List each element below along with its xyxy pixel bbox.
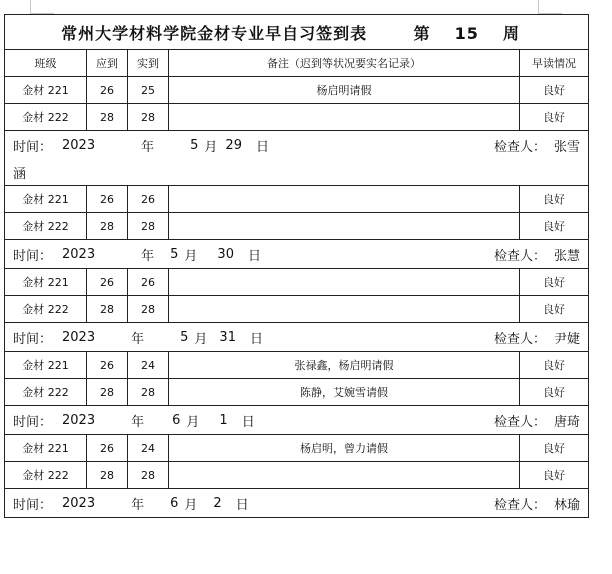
- month-unit: 月: [186, 414, 200, 430]
- header-class: 班级: [5, 50, 87, 77]
- cell-reading: 良好: [520, 104, 589, 131]
- table-row: [5, 186, 589, 213]
- cell-note: [169, 104, 520, 131]
- table-row: [5, 296, 589, 323]
- title-text: 常州大学材料学院金材专业早自习签到表: [61, 23, 368, 43]
- cell-expected: 26: [87, 352, 128, 379]
- inspector-label: 检查人：: [493, 497, 546, 513]
- table-row: [5, 352, 589, 379]
- date-month: 6: [170, 495, 179, 511]
- date-inspector-cell: [5, 489, 589, 518]
- date-day: 29: [225, 137, 242, 153]
- date-inspector-row: [5, 489, 589, 518]
- cell-class: 金材 221: [5, 77, 87, 104]
- cell-class: 金材 222: [5, 104, 87, 131]
- cell-class: 金材 222: [5, 296, 87, 323]
- cell-expected: 28: [87, 462, 128, 489]
- month-unit: 月: [194, 331, 208, 347]
- year-unit: 年: [131, 497, 145, 513]
- table-row: [5, 379, 589, 406]
- inspector-label: 检查人：: [493, 331, 546, 347]
- cell-expected: 26: [87, 269, 128, 296]
- page-corner-mark-right: [538, 0, 539, 14]
- cell-expected: 28: [87, 379, 128, 406]
- table-row: [5, 213, 589, 240]
- cell-actual: 24: [128, 435, 169, 462]
- header-note: 备注（迟到等状况要实名记录）: [169, 50, 520, 77]
- cell-reading: 良好: [520, 296, 589, 323]
- cell-actual: 28: [128, 379, 169, 406]
- inspector-name: 张慧: [554, 248, 581, 264]
- date-line: [13, 489, 580, 517]
- date-inspector-cell: [5, 131, 589, 186]
- date-line: [13, 131, 580, 159]
- inspector-label: 检查人：: [493, 139, 546, 155]
- day-unit: 日: [235, 497, 249, 513]
- date-year: 2023: [62, 246, 96, 262]
- date-inspector-row: [5, 406, 589, 435]
- year-unit: 年: [141, 139, 155, 155]
- time-label: 时间：: [13, 248, 53, 264]
- cell-reading: 良好: [520, 435, 589, 462]
- cell-note: 张禄鑫，杨启明请假: [169, 352, 520, 379]
- table-row: [5, 269, 589, 296]
- cell-note: [169, 296, 520, 323]
- cell-actual: 26: [128, 269, 169, 296]
- month-unit: 月: [184, 497, 198, 513]
- header-expected: 应到: [87, 50, 128, 77]
- title-row: [5, 15, 589, 50]
- date-year: 2023: [62, 495, 96, 511]
- header-actual: 实到: [128, 50, 169, 77]
- attendance-table: [4, 14, 589, 518]
- cell-reading: 良好: [520, 186, 589, 213]
- cell-note: [169, 269, 520, 296]
- date-inspector-cell: [5, 406, 589, 435]
- cell-actual: 28: [128, 296, 169, 323]
- date-day: 30: [217, 246, 234, 262]
- cell-expected: 28: [87, 213, 128, 240]
- cell-expected: 26: [87, 186, 128, 213]
- cell-class: 金材 221: [5, 186, 87, 213]
- date-month: 6: [172, 412, 181, 428]
- year-unit: 年: [131, 414, 145, 430]
- inspector: [494, 136, 580, 155]
- table-row: [5, 435, 589, 462]
- cell-class: 金材 222: [5, 379, 87, 406]
- cell-reading: 良好: [520, 462, 589, 489]
- cell-actual: 26: [128, 186, 169, 213]
- date-year: 2023: [62, 137, 96, 153]
- date-line: [13, 406, 580, 434]
- cell-actual: 28: [128, 104, 169, 131]
- inspector-name: 尹婕: [554, 331, 581, 347]
- date-month: 5: [190, 137, 199, 153]
- date-month: 5: [180, 329, 189, 345]
- cell-class: 金材 222: [5, 213, 87, 240]
- date-inspector-cell: [5, 323, 589, 352]
- date-line: [13, 323, 580, 351]
- cell-note: [169, 462, 520, 489]
- cell-class: 金材 221: [5, 352, 87, 379]
- cell-expected: 26: [87, 435, 128, 462]
- cell-reading: 良好: [520, 269, 589, 296]
- date-month: 5: [170, 246, 179, 262]
- cell-reading: 良好: [520, 379, 589, 406]
- inspector: [494, 328, 580, 347]
- cell-actual: 24: [128, 352, 169, 379]
- date-day: 1: [219, 412, 228, 428]
- cell-note: [169, 186, 520, 213]
- cell-note: 杨启明，曾力请假: [169, 435, 520, 462]
- month-unit: 月: [204, 139, 218, 155]
- date-inspector-row: [5, 323, 589, 352]
- cell-actual: 25: [128, 77, 169, 104]
- cell-class: 金材 221: [5, 269, 87, 296]
- date-day: 31: [219, 329, 236, 345]
- time-label: 时间：: [13, 139, 53, 155]
- inspector-name: 唐琦: [554, 414, 581, 430]
- week-label: 第 15 周: [413, 23, 520, 43]
- day-unit: 日: [249, 331, 263, 347]
- cell-note: 陈静，艾婉雪请假: [169, 379, 520, 406]
- inspector-label: 检查人：: [493, 414, 546, 430]
- page-corner-mark-left: [30, 0, 31, 14]
- day-unit: 日: [247, 248, 261, 264]
- cell-note: 杨启明请假: [169, 77, 520, 104]
- cell-reading: 良好: [520, 213, 589, 240]
- cell-reading: 良好: [520, 77, 589, 104]
- date-line: [13, 240, 580, 268]
- table-title: [5, 15, 589, 50]
- inspector-label: 检查人：: [493, 248, 546, 264]
- table-row: [5, 462, 589, 489]
- date-day: 2: [213, 495, 222, 511]
- inspector: [494, 245, 580, 264]
- table-row: [5, 77, 589, 104]
- cell-expected: 26: [87, 77, 128, 104]
- time-label: 时间：: [13, 414, 53, 430]
- cell-class: 金材 222: [5, 462, 87, 489]
- date-inspector-cell: [5, 240, 589, 269]
- day-unit: 日: [255, 139, 269, 155]
- attendance-sheet: [4, 14, 588, 518]
- time-label: 时间：: [13, 497, 53, 513]
- cell-actual: 28: [128, 213, 169, 240]
- day-unit: 日: [241, 414, 255, 430]
- cell-note: [169, 213, 520, 240]
- cell-expected: 28: [87, 296, 128, 323]
- cell-actual: 28: [128, 462, 169, 489]
- date-inspector-row: [5, 131, 589, 186]
- date-year: 2023: [62, 329, 96, 345]
- inspector-name-wrap: 涵: [13, 166, 27, 182]
- year-unit: 年: [131, 331, 145, 347]
- table-row: [5, 104, 589, 131]
- cell-expected: 28: [87, 104, 128, 131]
- inspector: [494, 494, 580, 513]
- month-unit: 月: [184, 248, 198, 264]
- year-unit: 年: [141, 248, 155, 264]
- cell-class: 金材 221: [5, 435, 87, 462]
- cell-reading: 良好: [520, 352, 589, 379]
- inspector-name: 林瑜: [554, 497, 581, 513]
- header-row: [5, 50, 589, 77]
- date-inspector-row: [5, 240, 589, 269]
- date-year: 2023: [62, 412, 96, 428]
- header-reading: 早读情况: [520, 50, 589, 77]
- inspector: [494, 411, 580, 430]
- time-label: 时间：: [13, 331, 53, 347]
- inspector-name: 张雪: [554, 139, 581, 155]
